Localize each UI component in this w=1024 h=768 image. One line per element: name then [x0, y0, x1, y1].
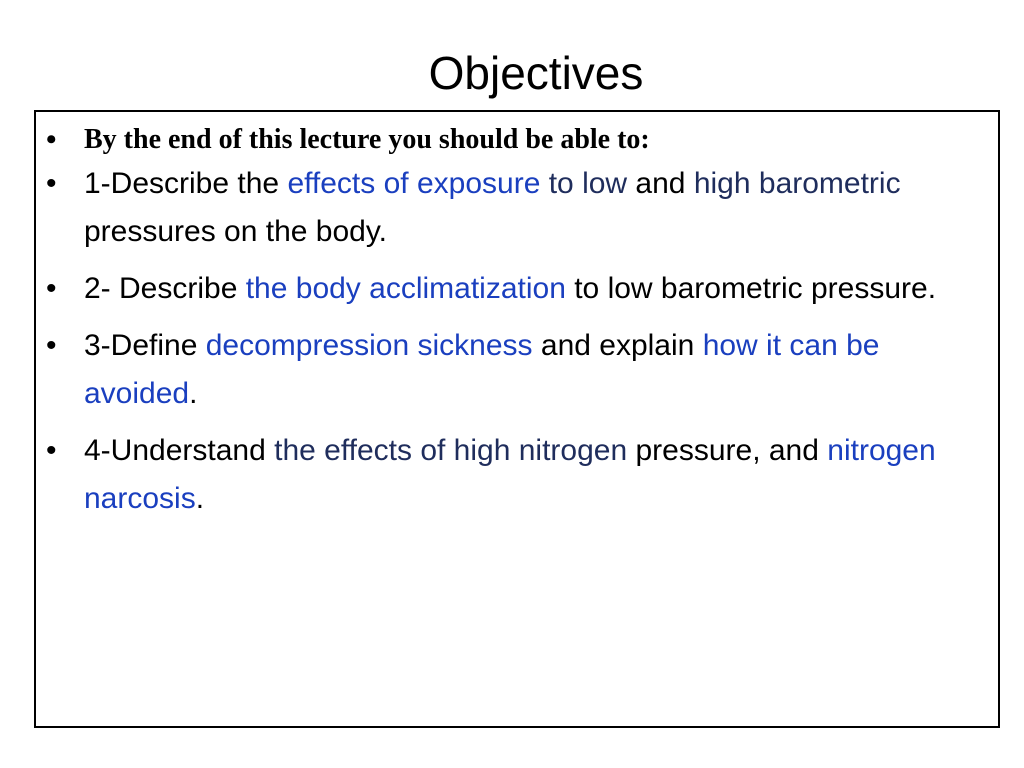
bullet-icon: • — [46, 329, 57, 362]
objective-text: to low barometric pressure. — [565, 272, 937, 305]
bullet-icon: • — [46, 123, 57, 156]
objectives-box — [34, 110, 1000, 728]
bullet-icon: • — [46, 167, 57, 200]
bullet-icon: • — [46, 272, 57, 305]
objective-text: 1-Describe the — [84, 167, 288, 200]
objective-highlight: nitrogen narcosis — [84, 434, 936, 515]
objective-text: 2- Describe — [84, 272, 246, 305]
intro-text: By the end of this lecture you should be able to: — [84, 124, 650, 155]
objective-item-1 — [36, 160, 998, 256]
objective-highlight: how it can be avoided — [84, 329, 880, 410]
objective-highlight: to low — [548, 167, 628, 200]
objective-text: and — [627, 167, 694, 200]
slide-title: Objectives — [428, 47, 644, 99]
objective-text: pressures on the body. — [84, 215, 387, 248]
objective-item-4 — [36, 427, 998, 523]
intro-item — [36, 120, 998, 160]
objective-highlight: the body acclimatization — [245, 272, 566, 305]
objective-highlight: high barometric — [693, 167, 901, 200]
objective-text: 3-Define — [84, 329, 206, 362]
objective-text: and explain — [532, 329, 703, 362]
objective-text: 4-Understand — [84, 434, 275, 467]
objective-item-2 — [36, 265, 998, 313]
bullet-icon: • — [46, 434, 57, 467]
objectives-list — [36, 120, 998, 532]
objective-highlight: the effects of high nitrogen — [274, 434, 628, 467]
objective-highlight: decompression sickness — [205, 329, 533, 362]
objective-item-3 — [36, 322, 998, 418]
objective-text: pressure, and — [627, 434, 828, 467]
objective-text: . — [195, 482, 205, 515]
objective-highlight: effects of exposure — [287, 167, 549, 200]
objective-text: . — [189, 377, 198, 410]
